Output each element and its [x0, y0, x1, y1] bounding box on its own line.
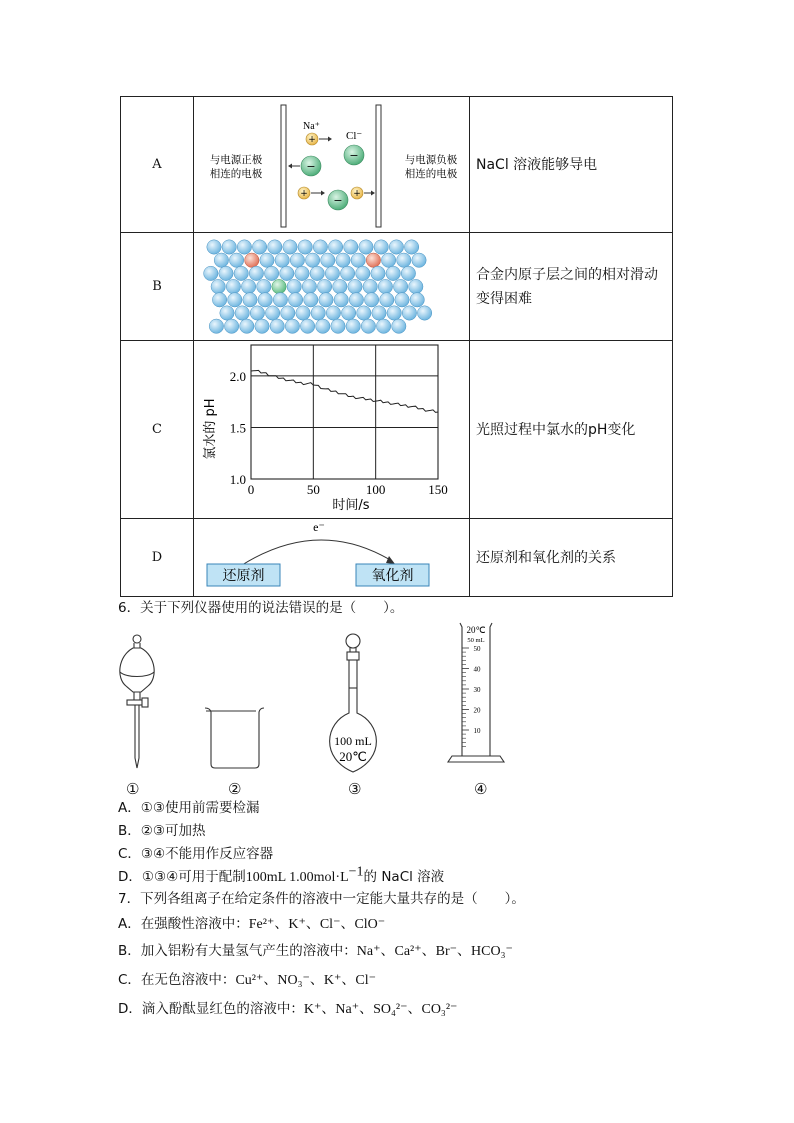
metal-atom [393, 279, 407, 293]
metal-atom [285, 319, 299, 333]
metal-atom [228, 293, 242, 307]
metal-atom [298, 240, 312, 254]
metal-atom [376, 319, 390, 333]
q7-option-b-ions: Na⁺、Ca²⁺、Br⁻、HCO₃⁻ [356, 944, 513, 959]
metal-atom [273, 293, 287, 307]
metal-atom [334, 293, 348, 307]
impurity-atom-red [245, 253, 259, 267]
metal-atom [395, 293, 409, 307]
cylinder-mark-label: 10 [473, 727, 481, 735]
minus-sign: − [306, 160, 316, 173]
q6-option-d-concentration: 100mL 1.00mol·L [245, 870, 349, 885]
question-7-stem: 7．下列各组离子在给定条件的溶液中一定能大量共存的是（ ）。 [118, 891, 525, 907]
cathode-plate [376, 105, 381, 227]
row-description: 合金内原子层之间的相对滑动变得困难 [470, 233, 673, 341]
instruments-figure [100, 618, 520, 780]
metal-atom [255, 319, 269, 333]
metal-atom [357, 306, 371, 320]
metal-atom [249, 266, 263, 280]
table-row [121, 233, 673, 341]
anode-label-1: 与电源正极 [209, 154, 263, 166]
metal-atom [402, 306, 416, 320]
metal-atom [374, 240, 388, 254]
metal-atom [258, 293, 272, 307]
q6-option-d-prefix: D．①③④可用于配制 [118, 869, 246, 885]
q7-option-b [118, 941, 513, 962]
metal-atom [204, 266, 218, 280]
metal-atom [381, 253, 395, 267]
metal-atom [310, 266, 324, 280]
metal-atom [317, 279, 331, 293]
metal-atom [257, 279, 271, 293]
y-tick-label: 1.5 [229, 420, 246, 436]
metal-atom [336, 253, 350, 267]
anode-plate [281, 105, 286, 227]
metal-atom [319, 293, 333, 307]
q7-option-b-prefix: B．加入铝粉有大量氢气产生的溶液中： [118, 943, 357, 959]
metal-atom [300, 319, 314, 333]
metal-atom [333, 279, 347, 293]
metal-atom [311, 306, 325, 320]
x-tick-label: 50 [306, 482, 320, 497]
y-tick-label: 2.0 [229, 368, 246, 384]
q6-option-c: C．③④不能用作反应容器 [118, 846, 274, 862]
metal-atom [409, 279, 423, 293]
x-tick-label: 150 [428, 482, 448, 497]
q6-option-a: A．①③使用前需要检漏 [118, 800, 260, 816]
table-row [121, 341, 673, 519]
beaker [205, 708, 264, 768]
metal-atom [211, 279, 225, 293]
metal-atom [328, 240, 342, 254]
metal-atom [237, 240, 251, 254]
metal-atom [380, 293, 394, 307]
row-description: 还原剂和氧化剂的关系 [470, 519, 673, 597]
metal-atom [417, 306, 431, 320]
metal-atom [287, 279, 301, 293]
metal-atom [265, 306, 279, 320]
metal-atom [296, 306, 310, 320]
instrument-label-3: ③ [348, 780, 362, 798]
flask-volume-label: 100 mL [334, 734, 372, 748]
metal-atom [305, 253, 319, 267]
q7-option-a-ions: Fe²⁺、K⁺、Cl⁻、ClO⁻ [248, 917, 386, 932]
row-label: D [121, 519, 194, 597]
anode-label-2: 相连的电极 [209, 168, 263, 180]
plot-frame [251, 345, 438, 479]
metal-atom [313, 240, 327, 254]
metal-atom [346, 319, 360, 333]
cathode-label-1: 与电源负极 [404, 154, 458, 166]
ph-chart [194, 341, 470, 519]
metal-atom [316, 319, 330, 333]
question-6-stem: 6．关于下列仪器使用的说法错误的是（ ）。 [118, 600, 404, 616]
metal-atom [240, 319, 254, 333]
metal-atom [359, 240, 373, 254]
metal-atom [387, 306, 401, 320]
metal-atom [349, 293, 363, 307]
q6-option-d [118, 864, 445, 888]
metal-atom [340, 266, 354, 280]
metal-atom [260, 253, 274, 267]
instrument-label-1: ① [126, 780, 140, 798]
q7-option-a [118, 914, 385, 935]
metal-atom [290, 253, 304, 267]
q6-option-d-exponent: −1 [348, 864, 364, 880]
metal-atom [363, 279, 377, 293]
row-label: A [121, 97, 194, 233]
impurity-atom-green [272, 279, 286, 293]
metal-atom [252, 240, 266, 254]
redox-figure [194, 519, 470, 597]
metal-atom [344, 240, 358, 254]
q6-option-d-suffix: 的 NaCl 溶液 [363, 869, 445, 885]
metal-atom [219, 266, 233, 280]
metal-atom [226, 279, 240, 293]
metal-atom [401, 266, 415, 280]
x-axis-label: 时间/s [332, 498, 370, 513]
electron-label: e⁻ [313, 520, 325, 534]
cylinder-mark-label: 40 [473, 665, 481, 674]
cathode-label-2: 相连的电极 [404, 168, 458, 180]
metal-atom [412, 253, 426, 267]
metal-atom [378, 279, 392, 293]
row-label: C [121, 341, 194, 519]
ph-series-line [251, 370, 438, 412]
metal-atom [351, 253, 365, 267]
metal-atom [212, 293, 226, 307]
table-row [121, 519, 673, 597]
q7-option-c [118, 970, 376, 991]
metal-atom [372, 306, 386, 320]
q7-option-d-ions: K⁺、Na⁺、SO₄²⁻、CO₃²⁻ [303, 1002, 458, 1017]
metal-atom [288, 293, 302, 307]
metal-atom [214, 253, 228, 267]
metal-atom [404, 240, 418, 254]
q7-option-a-prefix: A．在强酸性溶液中： [118, 916, 249, 932]
metal-atom [356, 266, 370, 280]
metal-atom [389, 240, 403, 254]
y-axis-label: 氯水的 pH [203, 398, 218, 460]
cylinder-mark-label: 20 [473, 706, 481, 715]
metal-atom [410, 293, 424, 307]
q7-option-c-prefix: C．在无色溶液中： [118, 972, 236, 988]
flask-temp-label: 20℃ [339, 749, 367, 764]
metal-atom [224, 319, 238, 333]
metal-atom [295, 266, 309, 280]
q7-option-c-ions: Cu²⁺、NO₃⁻、K⁺、Cl⁻ [235, 973, 376, 988]
metal-atom [283, 240, 297, 254]
separatory-funnel [120, 635, 154, 768]
metal-atom [241, 279, 255, 293]
metal-atom [371, 266, 385, 280]
metal-atom [280, 266, 294, 280]
metal-atom [341, 306, 355, 320]
metal-atom [234, 266, 248, 280]
metal-atom [302, 279, 316, 293]
oxidant-label: 氧化剂 [371, 568, 414, 584]
reductant-label: 还原剂 [222, 568, 265, 584]
cylinder-temp-label: 20℃ [466, 625, 486, 635]
alloy-atoms-figure [194, 233, 470, 341]
cl-label: Cl⁻ [346, 130, 363, 142]
q7-option-d [118, 999, 457, 1020]
metal-atom [326, 306, 340, 320]
metal-atom [229, 253, 243, 267]
metal-atom [268, 240, 282, 254]
na-label: Na⁺ [303, 121, 320, 132]
q6-option-b: B．②③可加热 [118, 823, 206, 839]
metal-atom [243, 293, 257, 307]
metal-atom [220, 306, 234, 320]
metal-atom [222, 240, 236, 254]
metal-atom [321, 253, 335, 267]
metal-atom [304, 293, 318, 307]
q7-option-d-prefix: D．滴入酚酞显红色的溶液中： [118, 1001, 304, 1017]
metal-atom [397, 253, 411, 267]
metal-atom [348, 279, 362, 293]
row-description: NaCl 溶液能够导电 [470, 97, 673, 233]
metal-atom [361, 319, 375, 333]
metal-atom [364, 293, 378, 307]
table-row [121, 97, 673, 233]
metal-atom [392, 319, 406, 333]
metal-atom [264, 266, 278, 280]
row-description: 光照过程中氯水的pH变化 [470, 341, 673, 519]
cylinder-mark-label: 50 [473, 645, 481, 653]
electrolysis-figure [194, 97, 470, 233]
minus-sign: − [349, 149, 359, 162]
instrument-label-4: ④ [474, 780, 488, 798]
minus-sign: − [333, 194, 343, 207]
options-table [120, 96, 673, 597]
metal-atom [250, 306, 264, 320]
x-tick-label: 100 [365, 482, 386, 497]
instrument-label-2: ② [228, 780, 242, 798]
metal-atom [386, 266, 400, 280]
metal-atom [235, 306, 249, 320]
metal-atom [331, 319, 345, 333]
metal-atom [207, 240, 221, 254]
y-tick-label: 1.0 [229, 472, 246, 487]
cylinder-mark-label: 30 [473, 686, 481, 694]
impurity-atom-red [366, 253, 380, 267]
x-tick-label: 0 [247, 482, 255, 497]
metal-atom [270, 319, 284, 333]
plus-sign: + [308, 135, 316, 145]
metal-atom [325, 266, 339, 280]
plus-sign: + [300, 189, 308, 199]
metal-atom [275, 253, 289, 267]
row-label: B [121, 233, 194, 341]
cylinder-capacity-label: 50 mL [467, 637, 485, 644]
metal-atom [281, 306, 295, 320]
plus-sign: + [353, 189, 361, 199]
metal-atom [209, 319, 223, 333]
